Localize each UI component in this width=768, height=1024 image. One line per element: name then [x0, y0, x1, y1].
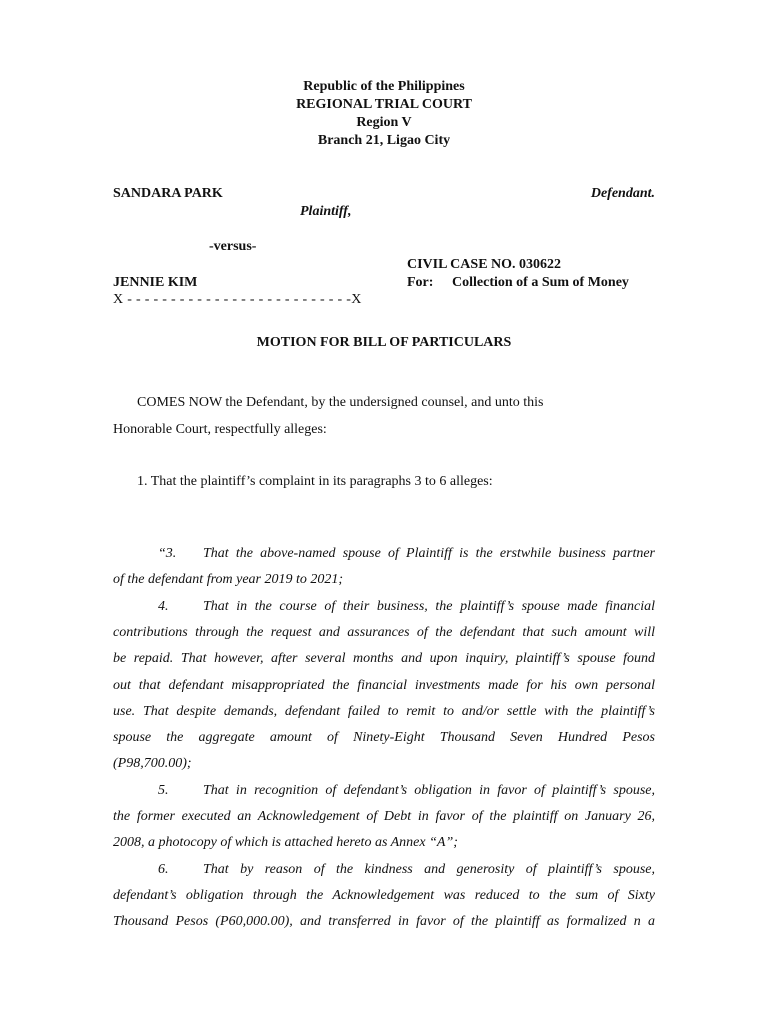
- quoted-line: out that defendant misappropriated the financial investments made for his own personal: [113, 678, 655, 693]
- quoted-line: of the defendant from year 2019 to 2021;: [113, 572, 344, 587]
- paragraph-number: 6.: [158, 862, 169, 877]
- quoted-line: That the above-named spouse of Plaintiff is the erstwhile business partner: [203, 546, 655, 561]
- for-value: Collection of a Sum of Money: [452, 275, 629, 290]
- quoted-line: Thousand Pesos (P60,000.00), and transferred in favor of the plaintiff as formalized n a: [113, 914, 655, 929]
- defendant-name: JENNIE KIM: [113, 275, 198, 290]
- versus-label: -versus-: [209, 239, 257, 254]
- header-republic: Republic of the Philippines: [303, 79, 465, 94]
- quoted-line: the former executed an Acknowledgement of Debt in favor of the plaintiff on January 26,: [113, 809, 655, 824]
- header-court: REGIONAL TRIAL COURT: [296, 97, 472, 112]
- quoted-line: That in the course of their business, the plaintiff’s spouse made financial: [203, 599, 655, 614]
- header-branch: Branch 21, Ligao City: [317, 133, 451, 148]
- case-number: CIVIL CASE NO. 030622: [407, 257, 562, 272]
- plaintiff-name: SANDARA PARK: [113, 186, 223, 201]
- plaintiff-role: Plaintiff,: [300, 204, 352, 219]
- document-title: MOTION FOR BILL OF PARTICULARS: [256, 335, 512, 350]
- defendant-role-right: Defendant.: [590, 186, 655, 201]
- paragraph-number: “3.: [158, 546, 177, 561]
- quoted-line: spouse the aggregate amount of Ninety-Eight Thousand Seven Hundred Pesos: [113, 730, 655, 745]
- paragraph-number: 5.: [158, 783, 169, 798]
- for-label: For:: [407, 275, 434, 290]
- header-region: Region V: [356, 115, 412, 130]
- quoted-line: 2008, a photocopy of which is attached hereto as Annex “A”;: [113, 835, 458, 850]
- quoted-line: defendant’s obligation through the Acknowledgement was reduced to the sum of Sixty: [113, 888, 655, 903]
- quoted-line: That in recognition of defendant’s obligation in favor of plaintiff’s spouse,: [203, 783, 655, 798]
- paragraph-number: 4.: [158, 599, 169, 614]
- quoted-line: (P98,700.00);: [113, 756, 192, 771]
- intro-line-1: COMES NOW the Defendant, by the undersigned counsel, and unto this: [137, 395, 544, 410]
- quoted-line: contributions through the request and assurances of the defendant that such amount will: [113, 625, 655, 640]
- allegation-item-1: 1. That the plaintiff’s complaint in its paragraphs 3 to 6 alleges:: [137, 474, 493, 489]
- intro-line-2: Honorable Court, respectfully alleges:: [113, 422, 327, 437]
- quoted-line: be repaid. That however, after several months and upon inquiry, plaintiff’s spouse found: [113, 651, 655, 666]
- quoted-line: That by reason of the kindness and generosity of plaintiff’s spouse,: [203, 862, 655, 877]
- quoted-line: use. That despite demands, defendant failed to remit to and/or settle with the plaintiff’s: [113, 704, 655, 719]
- caption-x-line: X - - - - - - - - - - - - - - - - - - - - - - - - - -X: [113, 292, 362, 307]
